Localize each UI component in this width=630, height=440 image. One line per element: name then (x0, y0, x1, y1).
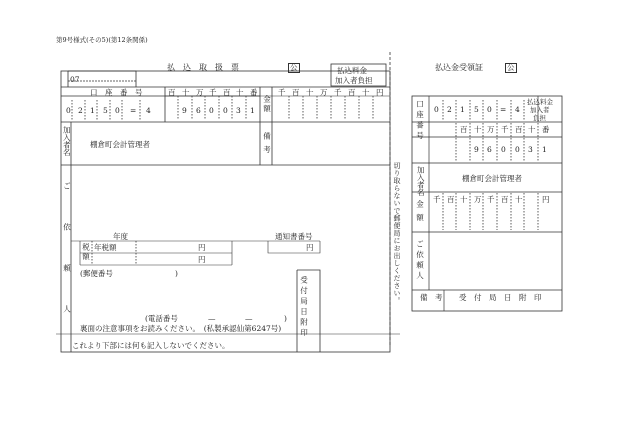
notice-text: 裏面の注意事項をお読みください。 (私製承認仙第6247号) (80, 324, 282, 333)
yen-1: 円 (198, 243, 206, 252)
year-label: 年度 (113, 232, 128, 241)
money-label: 金額 (262, 95, 272, 114)
receipt-fee-2: 加入者 (530, 106, 550, 114)
receipt-requester-label: ご依頼人 (415, 240, 425, 282)
phone-label: (電話番号 (145, 314, 178, 323)
postal-label: (郵便番号 (80, 269, 113, 278)
receipt-account-label: 口座番号 (415, 100, 425, 142)
subscriber-name: 棚倉町会計管理者 (90, 140, 150, 149)
form-header: 第9号様式(その5)(第12条関係) (56, 36, 148, 44)
title-mark: 公 (290, 63, 298, 72)
receipt-fee-3: 負担 (533, 114, 546, 122)
subscriber-label: 加入者名 (62, 126, 72, 156)
phone-close: ) (284, 314, 287, 323)
fee-line-2: 加入者負担 (335, 76, 373, 85)
footer-note: これより下部には何も記入しないでください。 (72, 341, 230, 350)
yen-3: 円 (198, 255, 206, 264)
fee-line-1: 払込料金 (337, 66, 367, 75)
form-title: 払 込 取 扱 票 (167, 63, 239, 72)
receipt-subscriber-name: 棚倉町会計管理者 (462, 174, 522, 183)
annual-tax-label: 年税額 (94, 243, 117, 252)
form-code: 07 (70, 75, 80, 84)
receipt-subscriber-label: 加入者名 (416, 166, 426, 196)
phone-dash-1: — (208, 314, 216, 323)
stamp-label: 受付局日附印 (299, 276, 309, 339)
phone-dash-2: — (245, 314, 253, 323)
receipt-remarks-label: 備 考 (420, 293, 443, 302)
receipt-stamp-label: 受 付 局 日 附 印 (459, 293, 542, 302)
receipt-digit-dividers (443, 100, 538, 230)
receipt-money-label: 金額 (415, 200, 425, 227)
receipt-fee-1: 払込料金 (527, 98, 553, 106)
account-label: 口 座 番 号 (90, 88, 143, 97)
tax-label: 税額 (81, 243, 91, 262)
requester-label: ご 依 頼 人 (62, 182, 72, 326)
receipt-title: 払込金受領証 (435, 63, 483, 72)
notice-number-label: 通知書番号 (275, 232, 313, 241)
remarks-label: 備考 (262, 132, 272, 159)
yen-2: 円 (306, 243, 314, 252)
cut-here-text: 切り取らないで郵便局にお出しください。 (393, 162, 401, 305)
postal-close: ) (175, 269, 178, 278)
receipt-title-mark: 公 (507, 63, 515, 72)
